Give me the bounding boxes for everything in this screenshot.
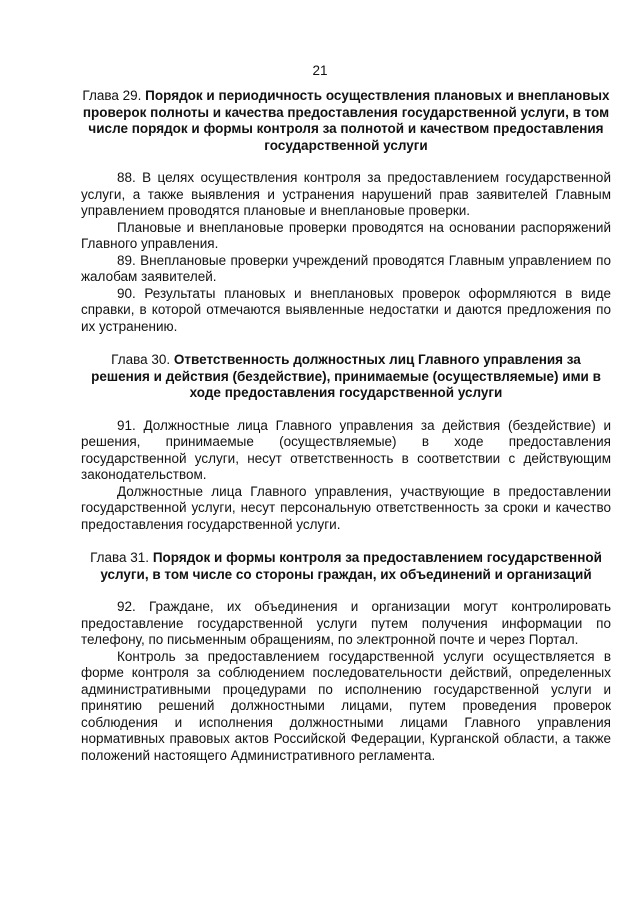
chapter-title: Порядок и формы контроля за предоставлением государственной услуги, в том числе со стороны граждан, их объединений и организаций xyxy=(100,550,602,582)
chapter-title: Порядок и периодичность осуществления плановых и внеплановых проверок полноты и качества предоставления государственной услуги, в том числе порядок и формы контроля за полнотой и качеством предоставления государственной услуги xyxy=(82,88,610,153)
chapter-heading xyxy=(81,352,611,402)
chapter-heading xyxy=(81,550,611,583)
paragraph: 89. Внеплановые проверки учреждений проводятся Главным управлением по жалобам заявителей. xyxy=(81,252,611,284)
paragraph: 92. Граждане, их объединения и организации могут контролировать предоставление государственной услуги путем получения информации по телефону, по письменным обращениям, по электронной почте и через Портал. xyxy=(81,599,611,647)
paragraph: 90. Результаты плановых и внеплановых проверок оформляются в виде справки, в которой отмечаются выявленные недостатки и даются предложения по их устранению. xyxy=(81,285,611,334)
chapter-title: Ответственность должностных лиц Главного управления за решения и действия (бездействие), принимаемые (осуществляемые) ими в ходе предоставления государственной услуги xyxy=(91,352,601,400)
chapter-number: Глава 29. xyxy=(82,88,142,103)
paragraph: Плановые и внеплановые проверки проводятся на основании распоряжений Главного управления. xyxy=(81,219,611,251)
page-number: 21 xyxy=(312,63,328,78)
paragraph: 91. Должностные лица Главного управления за действия (бездействие) и решения, принимаемые (осуществляемые) в ходе предоставления государственной услуги, несут ответственность в соответствии с действующим законодательством. xyxy=(81,417,611,482)
paragraph: Контроль за предоставлением государственной услуги осуществляется в форме контроля за соблюдением последовательности действий, определенных административными процедурами по исполнению государственной услуги и принятию решений должностными лицами, путем проведения проверок соблюдения и исполнения должностными лицами Главного управления нормативных правовых актов Российской Федерации, Курганской области, а также положений настоящего Административного регламента. xyxy=(81,648,611,763)
chapter-number: Глава 31. xyxy=(90,550,150,565)
paragraph: 88. В целях осуществления контроля за предоставлением государственной услуги, а также выявления и устранения нарушений прав заявителей Главным управлением проводятся плановые и внеплановые проверки. xyxy=(81,170,611,218)
chapter-number: Глава 30. xyxy=(111,352,171,367)
document-body xyxy=(81,88,611,764)
paragraph: Должностные лица Главного управления, участвующие в предоставлении государственной услуги, несут персональную ответственность за сроки и качество предоставления государственной услуги. xyxy=(81,483,611,532)
chapter-heading xyxy=(81,88,611,154)
